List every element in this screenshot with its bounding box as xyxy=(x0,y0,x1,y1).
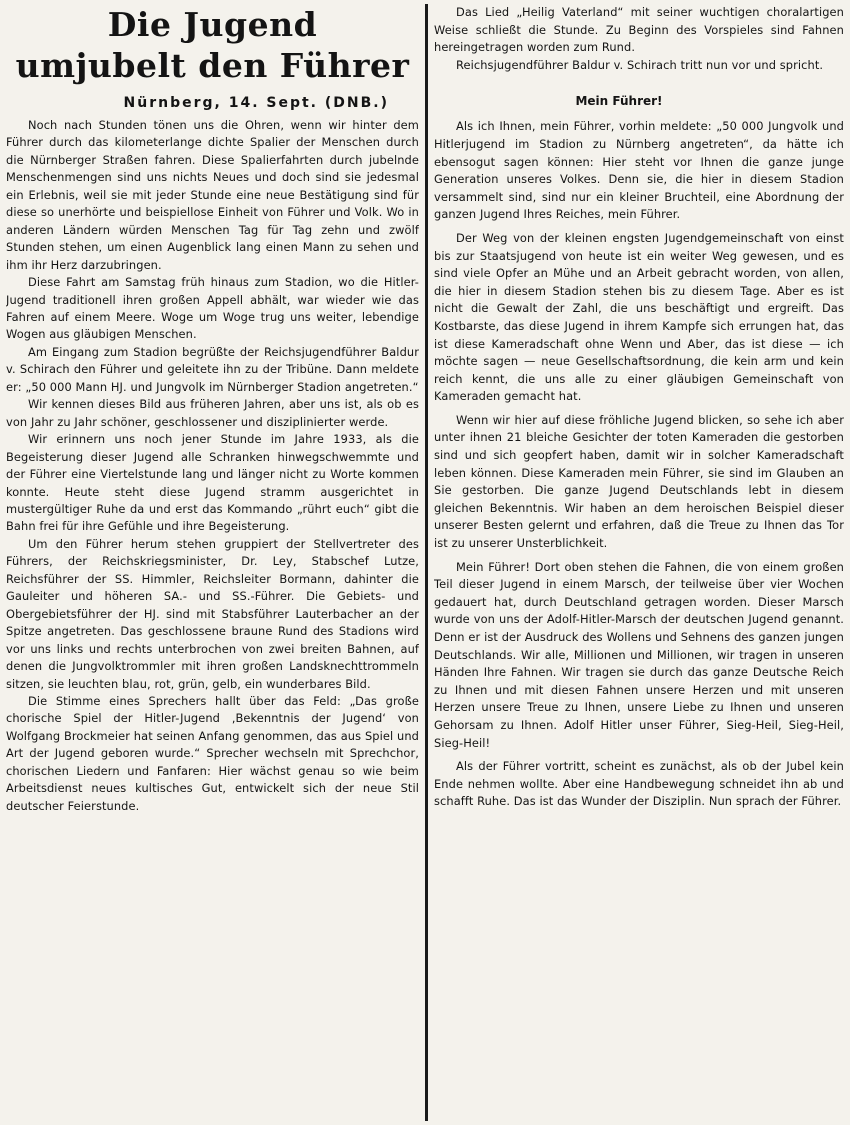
headline-line-2: umjubelt den Führer xyxy=(15,46,410,85)
paragraph: Noch nach Stunden tönen uns die Ohren, wenn wir hinter dem Führer durch das kilometerlange dichte Spalier der Menschen durch die Nürnberger Straßen fahren. Diese Spalierfahrten durch jubelnde Menschenmengen sind uns nichts Neues und doch sind sie jedesmal ein Erlebnis, weil sie mit jeder Stunde eine neue Bestätigung sind für diese so unerhörte und beispiellose Einheit von Führer und Volk. Wo in anderen Ländern würden Menschen Tag für Tag zehn und zwölf Stunden stehen, um einen Augenblick lang einen Mann zu sehen und ihm ihr Herz darzubringen. xyxy=(6,118,419,272)
paragraph: Um den Führer herum stehen gruppiert der Stellvertreter des Führers, der Reichskriegsminister, Dr. Ley, Stabschef Lutze, Reichsführer der SS. Himmler, Reichsleiter Bormann, dahinter die Gauleiter und höheren SA.- und SS.-Führer. Die Gebiets- und Obergebietsführer der HJ. sind mit Stabsführer Lauterbacher an der Spitze angetreten. Das geschlossene braune Rund des Stadions wird vor uns links und rechts unterbrochen von zwei breiten Bahnen, auf denen die Jungvolktrommler mit ihren großen Landsknechttrommeln sitzen, sie leuchten blau, rot, grün, gelb, ein wunderbares Bild. xyxy=(6,536,419,691)
paragraph: Als der Führer vortritt, scheint es zunächst, als ob der Jubel kein Ende nehmen wollte. Aber eine Handbewegung schneidet ihn ab und schafft Ruhe. Das ist das Wunder der Disziplin. Nun sprach der Führer. xyxy=(434,759,844,809)
paragraph: Die Stimme eines Sprechers hallt über das Feld: „Das große chorische Spiel der Hitler-Jugend ‚Bekenntnis der Jugend‘ von Wolfgang Brockmeier hat seinen Anfang genommen, das aus Spiel und Art der Jugend geboren wurde.“ Sprecher wechseln mit Sprechchor, chorischen Liedern und Fanfaren: Hier wächst genau so wie beim Arbeitsdienst neues kultisches Gut, entwickelt sich der neue Stil deutscher Feierstunde. xyxy=(6,693,419,813)
headline-line-1: Die Jugend xyxy=(107,5,318,44)
paragraph: Wenn wir hier auf diese fröhliche Jugend blicken, so sehe ich aber unter ihnen 21 bleiche Gesichter der toten Kameraden die gestorben sind und sich geopfert haben, damit wir in solcher Kameradschaft leben können. Diese Kameraden mein Führer, sie sind im Glauben an Sie gestorben. Die ganze Jugend Deutschlands lebt in diesem gleichen Bekenntnis. Wir haben an dem heroischen Beispiel dieser unserer Besten gelernt und erfahren, daß die Treue zu Ihnen das Tor ist zu unserer Unsterblichkeit. xyxy=(434,412,844,551)
paragraph: Diese Fahrt am Samstag früh hinaus zum Stadion, wo die Hitler-Jugend traditionell ihren großen Appell abhält, war wieder wie das Fahren auf einem Meere. Woge um Woge trug uns weiter, lebendige Wogen aus gläubigen Menschen. xyxy=(6,275,419,342)
paragraph: Am Eingang zum Stadion begrüßte der Reichsjugendführer Baldur v. Schirach den Führer und geleitete ihn zu der Tribüne. Dann meldete er: „50 000 Mann HJ. und Jungvolk im Nürnberger Stadion angetreten.“ xyxy=(6,344,419,394)
left-column xyxy=(6,4,419,1121)
speech-subheading: Mein Führer! xyxy=(575,94,663,109)
paragraph: Das Lied „Heilig Vaterland“ mit seiner wuchtigen choralartigen Weise schließt die Stunde. Zu Beginn des Vorspieles sind Fahnen hereingetragen worden zum Rund. xyxy=(434,5,844,55)
headline xyxy=(6,4,419,86)
column-divider xyxy=(425,4,428,1121)
dateline: Nürnberg, 14. Sept. (DNB.) xyxy=(123,95,389,111)
paragraph: Als ich Ihnen, mein Führer, vorhin meldete: „50 000 Jungvolk und Hitlerjugend im Stadion zu Nürnberg angetreten“, da hätte ich ebensogut sagen können: Hier steht vor Ihnen die ganze junge Generation unseres Volkes. Denn sie, die hier in diesem Stadion versammelt sind, sind nur ein kleiner Bruchteil, eine Abordnung der ganzen Jugend Ihres Reiches, mein Führer. xyxy=(434,119,844,222)
paragraph: Wir erinnern uns noch jener Stunde im Jahre 1933, als die Begeisterung dieser Jugend alle Schranken hinwegschwemmte und der Führer eine Viertelstunde lang und länger nicht zu Worte kommen konnte. Heute steht diese Jugend stramm ausgerichtet in mustergültiger Ruhe da und erst das Kommando „rührt euch“ gibt die Bahn frei für ihre Gefühle und ihre Begeisterung. xyxy=(6,432,419,534)
paragraph: Der Weg von der kleinen engsten Jugendgemeinschaft von einst bis zur Staatsjugend von heute ist ein weiter Weg gewesen, und es sind viele Opfer an Mühe und an Arbeit gebracht worden, von allen, die hier in diesem Stadion stehen bis zu diesem Tage. Aber es ist nicht die Gewalt der Zahl, die uns beschäftigt und ergreift. Das Kostbarste, das diese Jugend in ihrem Kampfe sich errungen hat, das ist diese Kameradschaft ohne Wenn und Aber, das ist diese — ich möchte sagen — neue Gesellschaftsordnung, die kein arm und kein reich kennt, die uns alle zu einer gläubigen Gemeinschaft von Kameraden gemacht hat. xyxy=(434,230,844,404)
paragraph: Reichsjugendführer Baldur v. Schirach tritt nun vor und spricht. xyxy=(456,57,824,72)
paragraph: Wir kennen dieses Bild aus früheren Jahren, aber uns ist, als ob es von Jahr zu Jahr schöner, geschlossener und disziplinierter werde. xyxy=(6,397,419,429)
right-column xyxy=(434,4,844,1121)
paragraph: Mein Führer! Dort oben stehen die Fahnen, die von einem großen Teil dieser Jugend in einem Marsch, der teilweise über vier Wochen gedauert hat, durch Deutschland getragen worden. Dieser Marsch wurde von uns der Adolf-Hitler-Marsch der deutschen Jugend genannt. Denn er ist der Ausdruck des Wollens und Sehnens des ganzen jungen Deutschlands. Wir alle, Millionen und Millionen, wir tragen in unseren Händen Ihre Fahnen. Wir tragen sie durch das ganze Deutsche Reich zu Ihnen und mit diesen Fahnen unsere Herzen und mit unseren Herzen unsere Treue zu Ihnen, unsere Liebe zu Ihnen und unseren Gehorsam zu Ihnen. Adolf Hitler unser Führer, Sieg-Heil, Sieg-Heil, Sieg-Heil! xyxy=(434,559,844,750)
